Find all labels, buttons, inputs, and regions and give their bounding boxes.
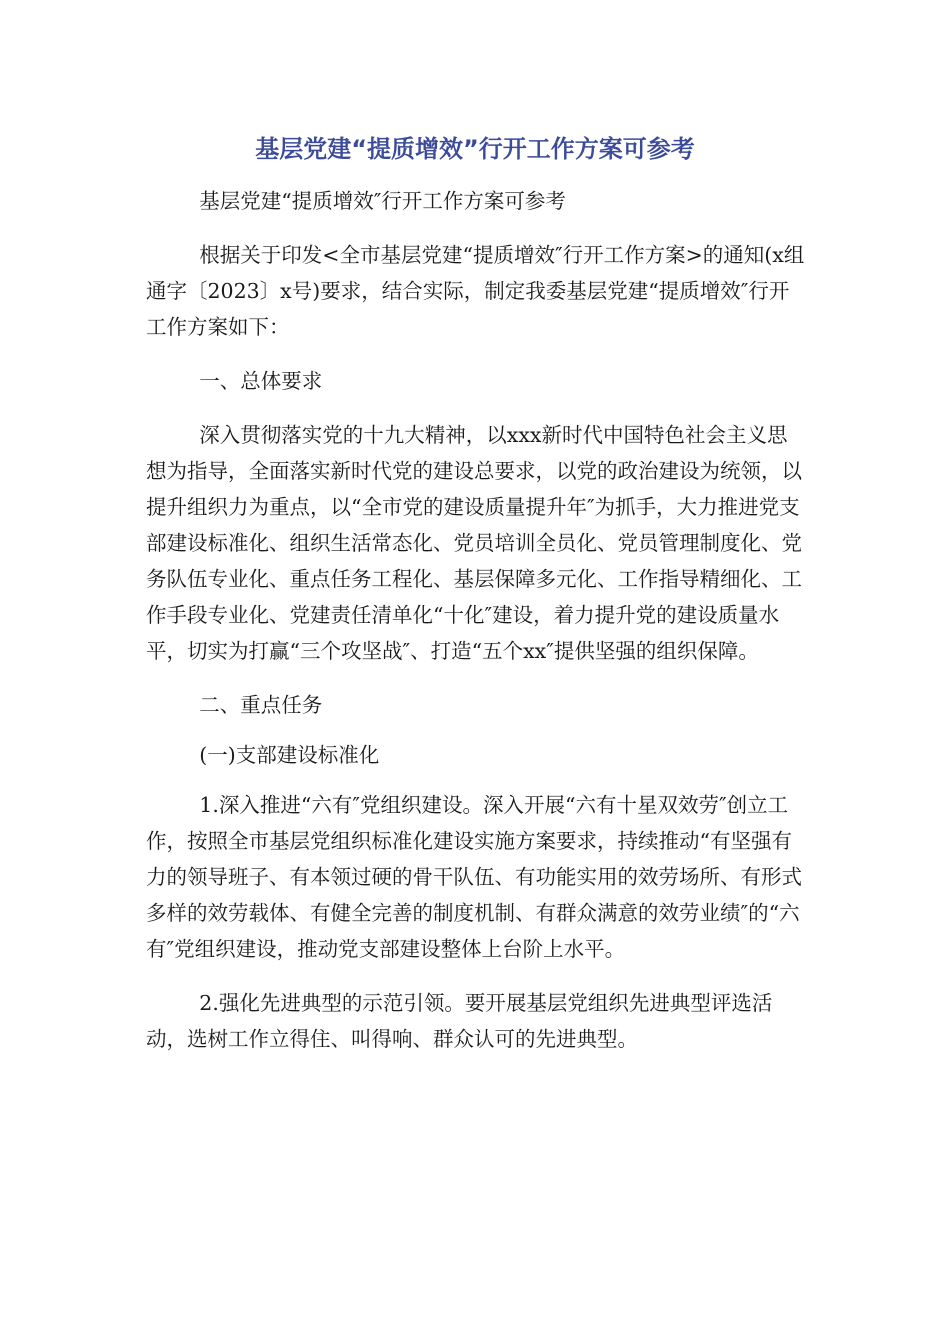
section-heading-overall-requirements: 一、总体要求	[199, 369, 323, 393]
intro-paragraph: 根据关于印发<全市基层党建“提质增效″行开工作方案>的通知(x组通字〔2023〕x号)要求，结合实际，制定我委基层党建“提质增效″行开工作方案如下：	[146, 243, 805, 339]
section-heading-key-tasks: 二、重点任务	[199, 693, 323, 717]
section-body-overall-requirements: 深入贯彻落实党的十九大精神，以xxx新时代中国特色社会主义思想为指导，全面落实新时代党的建设总要求，以党的政治建设为统领，以提升组织力为重点，以“全市党的建设质量提升年″为抓手，大力推进党支部建设标准化、组织生活常态化、党员培训全员化、党员管理制度化、党务队伍专业化、重点任务工程化、基层保障多元化、工作指导精细化、工作手段专业化、党建责任清单化“十化″建设，着力提升党的建设质量水平，切实为打赢“三个攻坚战″、打造“五个xx″提供坚强的组织保障。	[146, 423, 802, 663]
document-title: 基层党建“提质增效”行开工作方案可参考	[255, 135, 695, 163]
task-item-2: 2.强化先进典型的示范引领。要开展基层党组织先进典型评选活动，选树工作立得住、叫得响、群众认可的先进典型。	[146, 991, 773, 1051]
subsection-heading-branch-standardization: (一)支部建设标准化	[199, 743, 380, 767]
task-item-1: 1.深入推进“六有″党组织建设。深入开展“六有十星双效劳″创立工作，按照全市基层党组织标准化建设实施方案要求，持续推动“有坚强有力的领导班子、有本领过硬的骨干队伍、有功能实用的效劳场所、有形式多样的效劳载体、有健全完善的制度机制、有群众满意的效劳业绩″的“六有″党组织建设，推动党支部建设整体上台阶上水平。	[146, 793, 802, 961]
document-subtitle: 基层党建“提质增效″行开工作方案可参考	[199, 189, 566, 213]
document-body	[146, 183, 806, 1057]
